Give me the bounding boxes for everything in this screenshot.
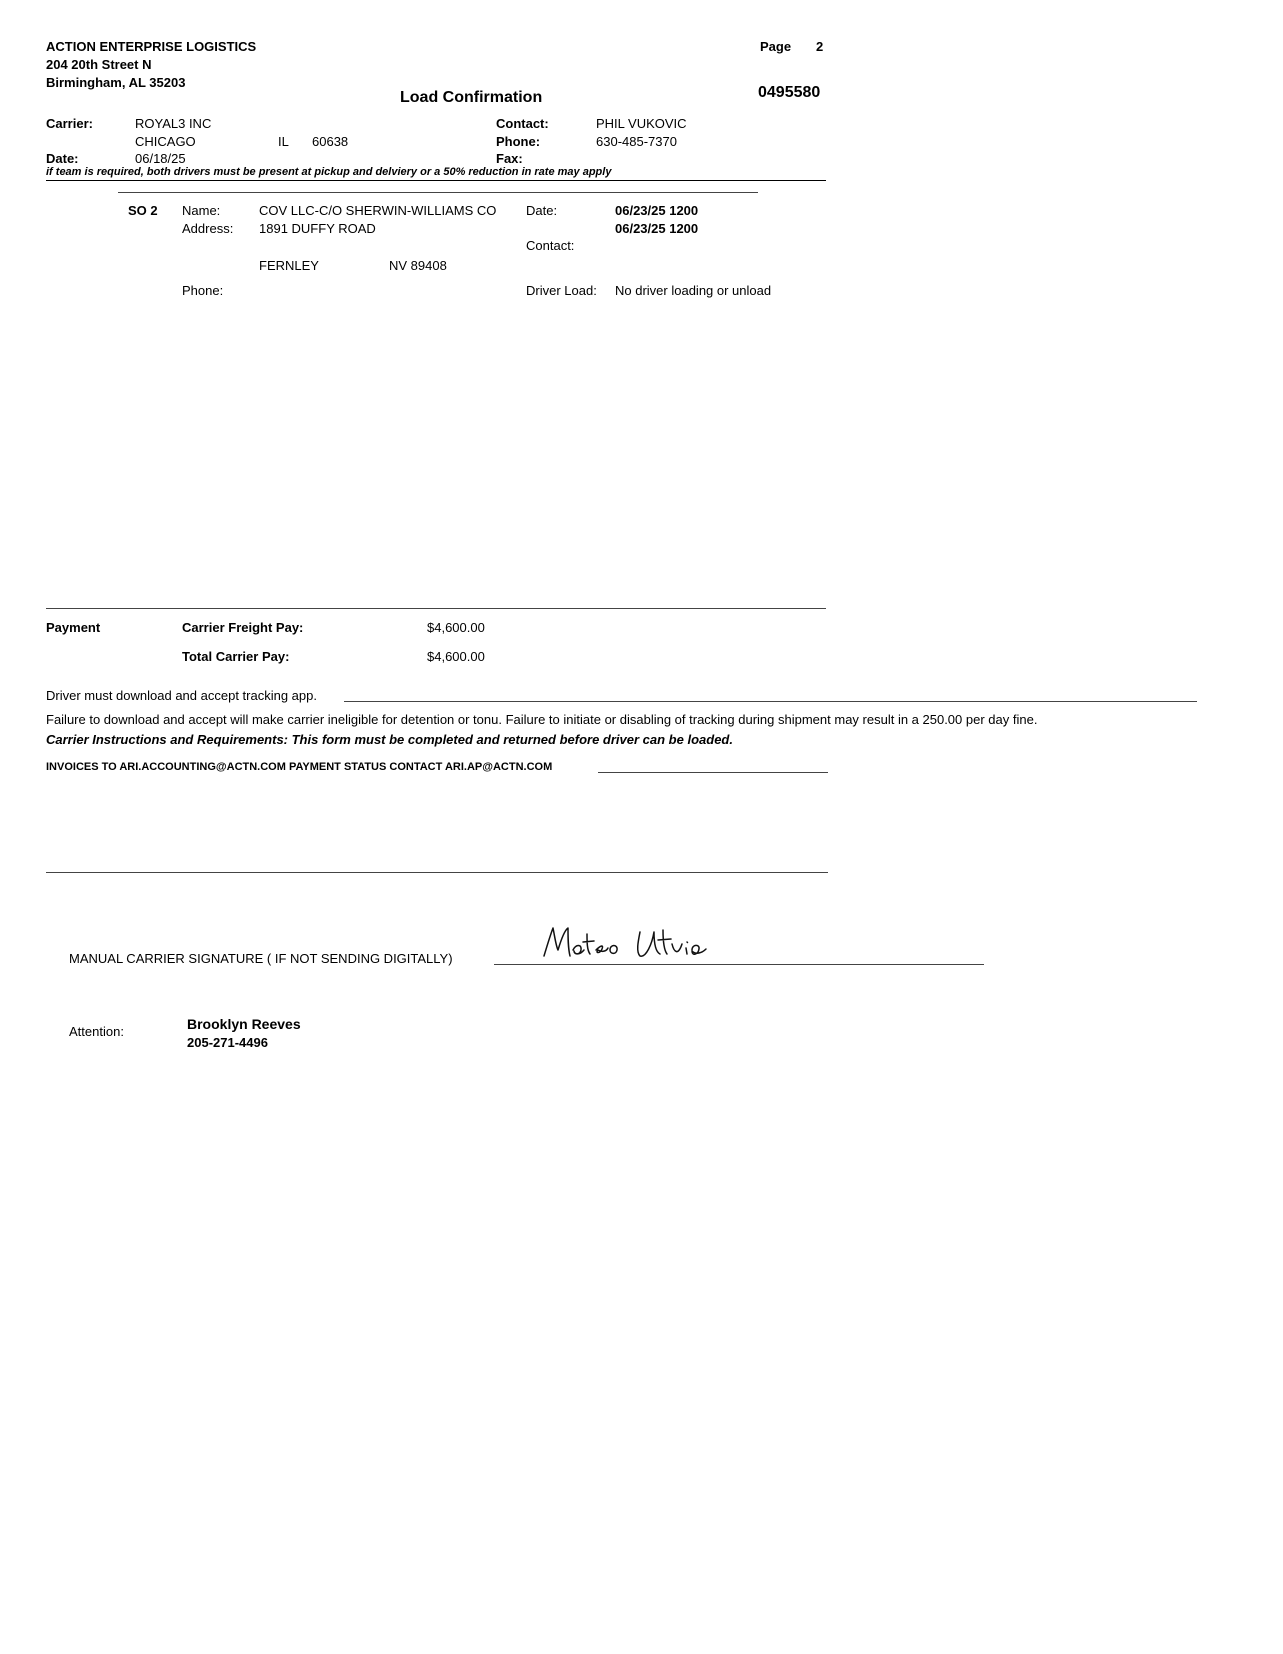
stop-name: COV LLC-C/O SHERWIN-WILLIAMS CO (259, 203, 497, 218)
stop-address-label: Address: (182, 221, 234, 236)
carrier-label: Carrier: (46, 116, 93, 131)
tracking-failure-notice: Failure to download and accept will make carrier ineligible for detention or tonu. Failure to initiate or disabling of tracking during shipment may result in a 250.00 per day fine. (46, 712, 1038, 727)
carrier-name: ROYAL3 INC (135, 116, 212, 131)
driver-load-label: Driver Load: (526, 283, 597, 298)
tracking-underline (344, 701, 1197, 702)
payment-divider (46, 608, 826, 609)
stop-phone-label: Phone: (182, 283, 224, 298)
stop-code: SO 2 (128, 203, 158, 218)
attention-label: Attention: (69, 1024, 124, 1039)
total-pay-value: $4,600.00 (427, 649, 485, 664)
signature-section-divider (46, 872, 828, 873)
stop-date-label: Date: (526, 203, 558, 218)
stop-name-label: Name: (182, 203, 221, 218)
company-street: 204 20th Street N (46, 57, 152, 72)
driver-load-value: No driver loading or unload (615, 283, 772, 298)
phone-label: Phone: (496, 134, 541, 149)
attention-name: Brooklyn Reeves (187, 1016, 301, 1032)
stop-date-2: 06/23/25 1200 (615, 221, 699, 236)
stop-date-1: 06/23/25 1200 (615, 203, 699, 218)
carrier-state: IL (278, 134, 289, 149)
fax-label: Fax: (496, 151, 523, 166)
load-number: 0495580 (758, 84, 821, 101)
page-label: Page (760, 39, 792, 54)
carrier-contact: PHIL VUKOVIC (596, 116, 687, 131)
tracking-notice: Driver must download and accept tracking app. (46, 688, 317, 703)
carrier-signature (540, 920, 750, 964)
stop-city: FERNLEY (259, 258, 319, 273)
company-name: ACTION ENTERPRISE LOGISTICS (46, 39, 257, 54)
carrier-date: 06/18/25 (135, 151, 186, 166)
payment-label: Payment (46, 620, 101, 635)
stop-contact-label: Contact: (526, 238, 575, 253)
freight-pay-label: Carrier Freight Pay: (182, 620, 304, 635)
document-title: Load Confirmation (400, 89, 543, 106)
stop-divider (118, 192, 758, 193)
team-notice: if team is required, both drivers must be present at pickup and delviery or a 50% reduction in rate may apply (46, 166, 612, 178)
header-divider (46, 180, 826, 181)
carrier-phone: 630-485-7370 (596, 134, 677, 149)
carrier-city: CHICAGO (135, 134, 196, 149)
invoices-notice: INVOICES TO ARI.ACCOUNTING@ACTN.COM PAYMENT STATUS CONTACT ARI.AP@ACTN.COM (46, 761, 553, 773)
freight-pay-value: $4,600.00 (427, 620, 485, 635)
signature-line (494, 964, 984, 965)
signature-label: MANUAL CARRIER SIGNATURE ( IF NOT SENDING DIGITALLY) (69, 951, 453, 966)
carrier-zip: 60638 (312, 134, 349, 149)
company-city-state-zip: Birmingham, AL 35203 (46, 75, 186, 90)
stop-state-zip: NV 89408 (389, 258, 447, 273)
total-pay-label: Total Carrier Pay: (182, 649, 290, 664)
carrier-instructions: Carrier Instructions and Requirements: This form must be completed and returned before driver can be loaded. (46, 732, 733, 747)
stop-address: 1891 DUFFY ROAD (259, 221, 376, 236)
date-label: Date: (46, 151, 79, 166)
invoices-underline (598, 772, 828, 773)
contact-label: Contact: (496, 116, 549, 131)
attention-phone: 205-271-4496 (187, 1035, 268, 1050)
page-number: 2 (816, 39, 824, 54)
